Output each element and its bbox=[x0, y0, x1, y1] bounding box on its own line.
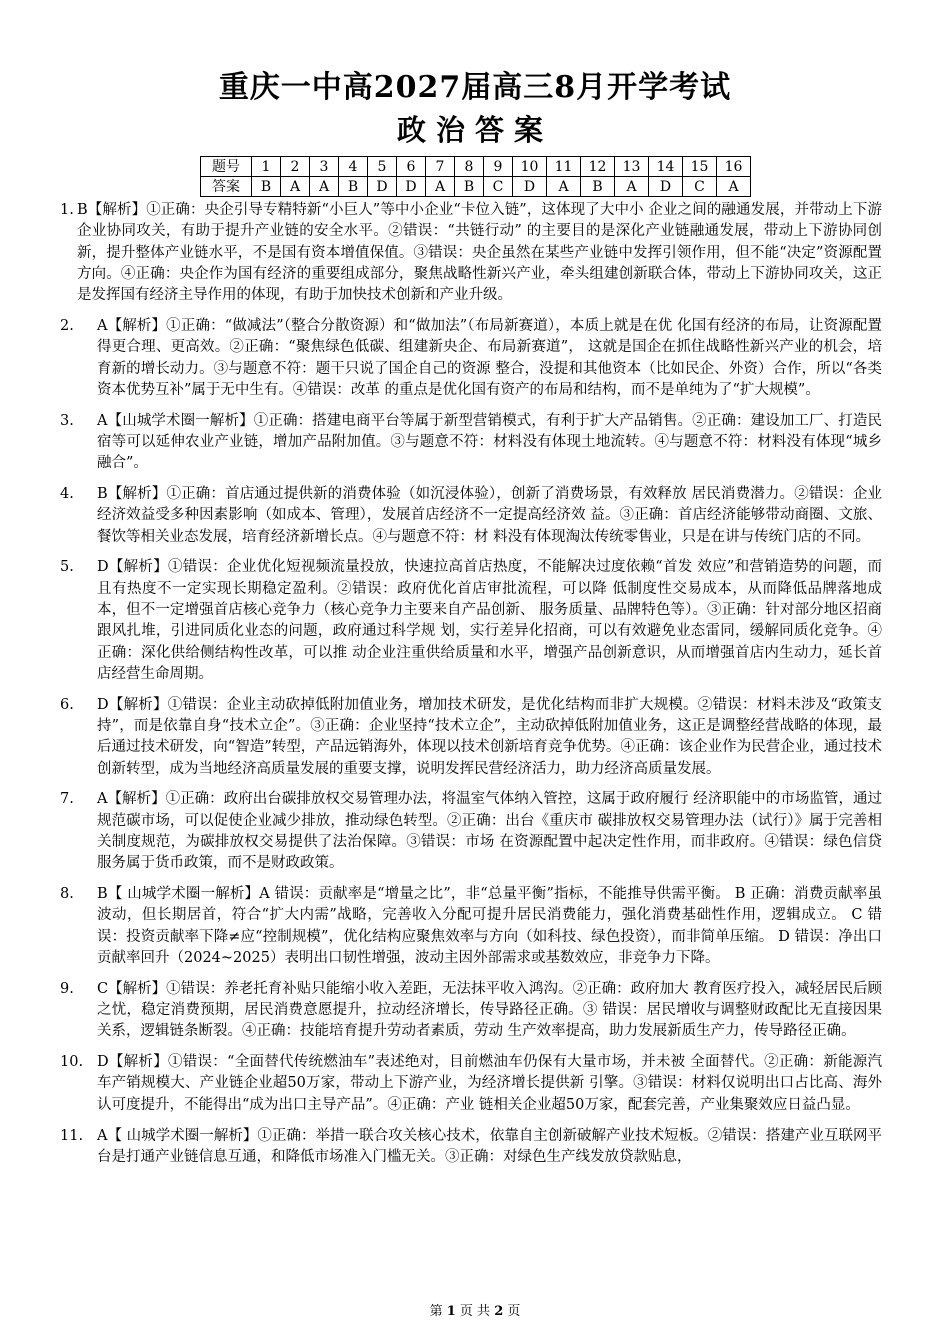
item-number: 1. bbox=[60, 202, 74, 218]
question-number: 9 bbox=[484, 157, 513, 177]
item-text: A【解析】①正确：“做减法”（整合分散资源）和“做加法”（布局新赛道），本质上就是在优 化国有经济的布局，让资源配置得更合理、更高效。②正确：“聚焦绿色低碳、组建新央企、布局新赛道”， 这就是国企在抓住战略性新兴产业的机会，培育新的增长动力。③与题意不符：题干只说了国企自己的资源 整合，没提和其他资本（比如民企、外资）合作，所以“各类资本优势互补”属于无中生有。④错误：改革 的重点是优化国有资产的布局和结构，而不是单纯为了“扩大规模”。 bbox=[97, 317, 882, 398]
explanation-item bbox=[60, 695, 882, 780]
item-text: D【解析】①错误：企业优化短视频流量投放，快速拉高首店热度，不能解决过度依赖“首发 效应”和营销造势的问题，而且有热度不一定实现长期稳定盈利。②错误：政府优化首店审批流程，可以降 低制度性交易成本，从而降低品牌落地成本，但不一定增强首店核心竞争力（核心竞争力主要来自产品创新、 服务质量、品牌特色等）。③正确：针对部分地区招商跟风扎堆，引进同质化业态的问题，政府通过科学规 划，实行差异化招商，可以有效避免业态雷同，缓解同质化竞争。④正确：深化供给侧结构性改革，可以推 动企业注重供给质量和水平，增强产品创新意识，从而增强首店内生动力，延长首店经营生命周期。 bbox=[97, 559, 882, 682]
explanation-item bbox=[60, 789, 882, 874]
question-number: 16 bbox=[717, 157, 751, 177]
explanation-item bbox=[60, 200, 882, 306]
explanation-item bbox=[60, 1126, 882, 1169]
question-number: 8 bbox=[455, 157, 484, 177]
footer-page-number: 1 bbox=[446, 1304, 456, 1319]
answer-explanations bbox=[60, 200, 882, 1178]
answer-cell: A bbox=[615, 177, 649, 197]
item-text: B【解析】①正确：首店通过提供新的消费体验（如沉浸体验），创新了消费场景，有效释放 居民消费潜力。②错误：企业经济效益受多种因素影响（如成本、管理），发展首店经济不一定提高经济效 益。③正确：首店经济能够带动商圈、文旅、餐饮等相关业态发展，培育经济新增长点。④与题意不符：材 料没有体现淘汰传统零售业，只是在讲与传统门店的不同。 bbox=[97, 486, 882, 545]
answer-cell: A bbox=[426, 177, 455, 197]
explanation-item bbox=[60, 316, 882, 401]
question-number: 12 bbox=[581, 157, 615, 177]
answer-cell: B bbox=[252, 177, 281, 197]
answer-cell: B bbox=[455, 177, 484, 197]
item-text: C【解析】①错误：养老托育补贴只能缩小收入差距，无法抹平收入鸿沟。②正确：政府加大 教育医疗投入，减轻居民后顾之忧，稳定消费预期，居民消费意愿提升，拉动经济增长，传导路径正确。③ 错误：居民增收与调整财政配比无直接因果关系，逻辑链条断裂。④正确：技能培育提升劳动者素质，劳动 生产效率提高，助力发展新质生产力，传导路径正确。 bbox=[97, 980, 882, 1040]
question-number: 2 bbox=[281, 157, 310, 177]
item-text: B【解析】①正确：央企引导专精特新“小巨人”等中小企业“卡位入链”，这体现了大中小 企业之间的融通发展，并带动上下游企业协同攻关，有助于提升产业链的安全水平。②错误：“共链行动” 的主要目的是深化产业链融通发展，带动上下游协同创新，提升整体产业链水平，不是国有资本增值保值。③错误：央企虽然在某些产业链中发挥引领作用，但不能“决定”资源配置方向。④正确：央企作为国有经济的重要组成部分，聚焦战略性新兴产业，牵头组建创新联合体，带动上下游协同攻关，这正是发挥国有经济主导作用的体现，有助于加快技术创新和产业升级。 bbox=[77, 202, 882, 304]
question-number: 13 bbox=[615, 157, 649, 177]
item-text: D【解析】①错误：“全面替代传统燃油车”表述绝对，目前燃油车仍保有大量市场，并未被 全面替代。②正确：新能源汽车产销规模大、产业链企业超50万家，带动上下游产业，为经济增长提供新 引擎。③错误：材料仅说明出口占比高、海外认可度提升，不能得出“成为出口主导产品”。④正确：产业 链相关企业超50万家，配套完善，产业集聚效应日益凸显。 bbox=[97, 1054, 882, 1113]
footer-prefix: 第 bbox=[429, 1304, 443, 1319]
footer-middle: 页 共 bbox=[459, 1304, 491, 1319]
explanation-item bbox=[60, 557, 882, 685]
row-label-answer: 答案 bbox=[201, 177, 252, 197]
item-text: A【山城学术圈一解析】①正确：搭建电商平台等属于新型营销模式，有利于扩大产品销售。②正确：建设加工厂、打造民宿等可以延伸农业产业链，增加产品附加值。③与题意不符：材料没有体现土地流转。④与题意不符：材料没有体现“城乡融合”。 bbox=[97, 412, 882, 472]
item-number: 3. bbox=[60, 412, 74, 429]
question-number: 1 bbox=[252, 157, 281, 177]
item-number: 9. bbox=[60, 980, 74, 997]
item-text: D【解析】①错误：企业主动砍掉低附加值业务，增加技术研发，是优化结构而非扩大规模。②错误：材料未涉及“政策支持”，而是依靠自身“技术立企”。③正确：企业坚持“技术立企”，主动砍掉低附加值业务，这正是调整经营战略的体现，最后通过技术研发，向“智造”转型，产品远销海外，体现以技术创新培育竞争优势。④正确：该企业作为民营企业，通过技术创新转型，成为当地经济高质量发展的重要支撑，说明发挥民营经济活力，助力经济高质量发展。 bbox=[97, 696, 882, 777]
explanation-item bbox=[60, 484, 882, 548]
answer-cell: B bbox=[339, 177, 368, 197]
answer-cell: C bbox=[484, 177, 513, 197]
answer-cell: D bbox=[513, 177, 547, 197]
item-text: A【解析】①正确：政府出台碳排放权交易管理办法，将温室气体纳入管控，这属于政府履行 经济职能中的市场监管，通过规范碳市场，可以促使企业减少排放，推动绿色转型。②正确：出台《重庆市 碳排放权交易管理办法（试行）》属于完善相关制度规范，为碳排放权交易提供了法治保障。③错误：市场 在资源配置中起决定性作用，而非政府。④错误：绿色信贷服务属于货币政策，而不是财政政策。 bbox=[97, 791, 882, 872]
answer-cell: D bbox=[368, 177, 397, 197]
question-number: 4 bbox=[339, 157, 368, 177]
answer-table-answer-row bbox=[201, 177, 751, 197]
explanation-item bbox=[60, 979, 882, 1043]
question-number: 5 bbox=[368, 157, 397, 177]
document-subtitle: 政治答案 bbox=[396, 113, 553, 147]
page-footer bbox=[0, 1300, 950, 1319]
footer-total-pages: 2 bbox=[494, 1304, 504, 1319]
answer-cell: A bbox=[547, 177, 581, 197]
question-number: 11 bbox=[547, 157, 581, 177]
answer-cell: D bbox=[649, 177, 683, 197]
answer-cell: A bbox=[281, 177, 310, 197]
answer-cell: B bbox=[581, 177, 615, 197]
explanation-item bbox=[60, 1052, 882, 1116]
question-number: 14 bbox=[649, 157, 683, 177]
item-number: 4. bbox=[60, 486, 74, 503]
answer-table-number-row bbox=[201, 157, 751, 177]
answer-cell: A bbox=[310, 177, 339, 197]
answer-cell: D bbox=[397, 177, 426, 197]
question-number: 10 bbox=[513, 157, 547, 177]
question-number: 6 bbox=[397, 157, 426, 177]
item-number: 11. bbox=[60, 1127, 84, 1144]
row-label-question: 题号 bbox=[201, 157, 252, 177]
item-number: 8. bbox=[60, 886, 74, 903]
document-title: 重庆一中高2027届高三8月开学考试 bbox=[218, 70, 732, 105]
item-number: 6. bbox=[60, 696, 74, 713]
item-text: A【 山城学术圈一解析】①正确：举措一联合攻关核心技术，依靠自主创新破解产业技术短板。②错误：搭建产业互联网平台是打通产业链信息互通，和降低市场准入门槛无关。③正确：对绿色生产线发放贷款贴息， bbox=[97, 1127, 882, 1165]
footer-suffix: 页 bbox=[507, 1304, 521, 1319]
item-number: 2. bbox=[60, 317, 74, 334]
answer-table bbox=[200, 156, 751, 197]
answer-cell: C bbox=[683, 177, 717, 197]
question-number: 3 bbox=[310, 157, 339, 177]
item-number: 5. bbox=[60, 559, 74, 576]
explanation-item bbox=[60, 411, 882, 475]
item-text: B【 山城学术圈一解析】A 错误：贡献率是“增量之比”，非“总量平衡”指标，不能推导供需平衡。 B 正确：消费贡献率虽波动，但长期居首，符合“扩大内需”战略，完善收入分配可提升居民消费能力，强化消费基础性作用，逻辑成立。 C 错误：投资贡献率下降≠应“控制规模”，优化结构应聚焦效率与方向（如科技、绿色投资），而非简单压缩。 D 错误：净出口贡献率回升（2024~2025）表明出口韧性增强，波动主因外部需求或基数效应，非竞争力下降。 bbox=[97, 886, 882, 966]
answer-cell: A bbox=[717, 177, 751, 197]
question-number: 15 bbox=[683, 157, 717, 177]
item-number: 7. bbox=[60, 791, 74, 808]
explanation-item bbox=[60, 884, 882, 969]
item-number: 10. bbox=[60, 1054, 84, 1071]
question-number: 7 bbox=[426, 157, 455, 177]
